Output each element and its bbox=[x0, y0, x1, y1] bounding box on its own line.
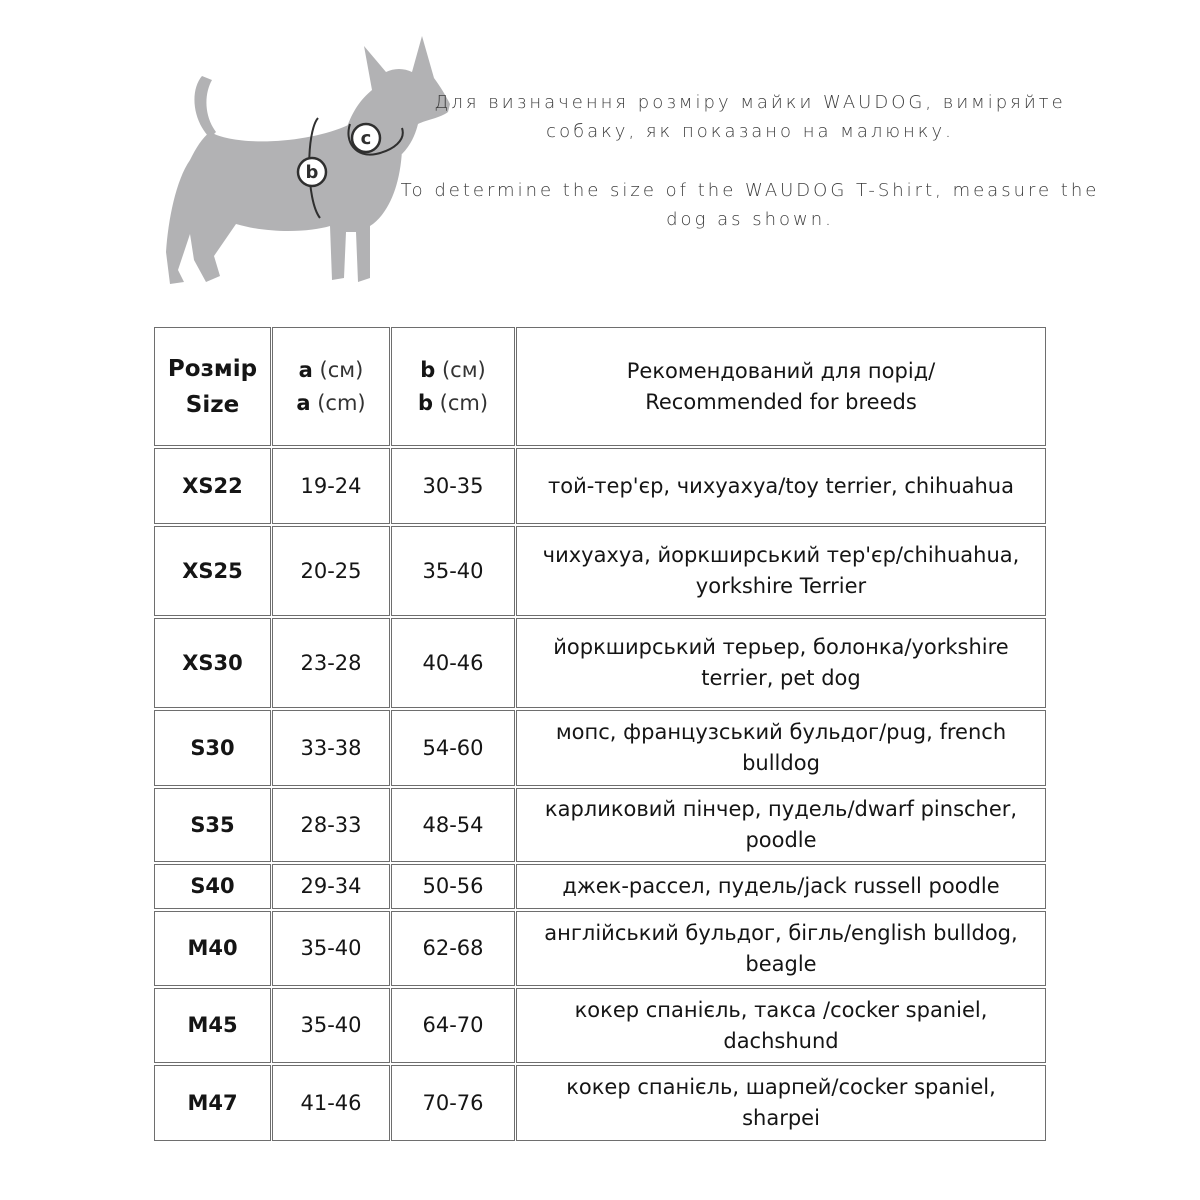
header-a-unit-uk: (см) bbox=[319, 357, 364, 382]
svg-text:c: c bbox=[360, 128, 372, 149]
table-row-breed: той-тер'єр, чихуахуа/toy terrier, chihuahua bbox=[516, 448, 1046, 524]
header-b-unit-uk: (см) bbox=[441, 357, 486, 382]
table-row-breed: чихуахуа, йоркширський тер'єр/chihuahua, yorkshire Terrier bbox=[516, 526, 1046, 616]
intro-text-english: To determine the size of the WAUDOG T-Shirt, measure the dog as shown. bbox=[400, 180, 1100, 230]
table-row-b: 54-60 bbox=[391, 710, 515, 786]
table-row-b: 62-68 bbox=[391, 911, 515, 986]
header-b-unit-en: (cm) bbox=[439, 390, 489, 415]
header-size-uk: Розмір bbox=[167, 355, 258, 382]
header-breeds-en: Recommended for breeds bbox=[645, 389, 917, 414]
table-row-breed: кокер спанієль, шарпей/cocker spaniel, sharpei bbox=[516, 1065, 1046, 1141]
intro-text-ukrainian: Для визначення розміру майки WAUDOG, виміряйте собаку, як показано на малюнку. bbox=[434, 92, 1066, 142]
table-row-size: XS22 bbox=[154, 448, 271, 524]
header-a bbox=[272, 327, 390, 446]
header-b bbox=[391, 327, 515, 446]
table-row-size: M47 bbox=[154, 1065, 271, 1141]
table-row-a: 29-34 bbox=[272, 864, 390, 909]
table-row-a: 28-33 bbox=[272, 788, 390, 862]
table-row-a: 35-40 bbox=[272, 988, 390, 1063]
table-row-a: 20-25 bbox=[272, 526, 390, 616]
table-row-breed: карликовий пінчер, пудель/dwarf pinscher, poodle bbox=[516, 788, 1046, 862]
table-row-breed: мопс, французський бульдог/pug, french bulldog bbox=[516, 710, 1046, 786]
table-row-breed: кокер спанієль, такса /cocker spaniel, dachshund bbox=[516, 988, 1046, 1063]
table-row-a: 23-28 bbox=[272, 618, 390, 708]
table-row-size: S40 bbox=[154, 864, 271, 909]
header-breeds bbox=[516, 327, 1046, 446]
header-size-en: Size bbox=[185, 391, 240, 418]
dog-measurement-illustration bbox=[150, 20, 460, 290]
table-row-a: 35-40 bbox=[272, 911, 390, 986]
table-row-b: 70-76 bbox=[391, 1065, 515, 1141]
svg-text:b: b bbox=[305, 162, 319, 183]
table-row-size: XS30 bbox=[154, 618, 271, 708]
table-row-a: 33-38 bbox=[272, 710, 390, 786]
table-row-size: S35 bbox=[154, 788, 271, 862]
table-row-b: 50-56 bbox=[391, 864, 515, 909]
table-row-b: 64-70 bbox=[391, 988, 515, 1063]
table-row-b: 40-46 bbox=[391, 618, 515, 708]
table-row-breed: джек-рассел, пудель/jack russell poodle bbox=[516, 864, 1046, 909]
header-a-letter-uk: a bbox=[298, 357, 313, 382]
table-row-breed: англійський бульдог, бігль/english bulldog, beagle bbox=[516, 911, 1046, 986]
table-row-b: 30-35 bbox=[391, 448, 515, 524]
table-row-size: XS25 bbox=[154, 526, 271, 616]
label-c-marker bbox=[352, 124, 380, 152]
table-row-breed: йоркширський терьер, болонка/yorkshire terrier, pet dog bbox=[516, 618, 1046, 708]
header-a-letter-en: a bbox=[296, 390, 311, 415]
table-row-size: M40 bbox=[154, 911, 271, 986]
label-b-marker bbox=[298, 158, 326, 186]
table-row-size: M45 bbox=[154, 988, 271, 1063]
header-b-letter-uk: b bbox=[420, 357, 436, 382]
table-row-b: 35-40 bbox=[391, 526, 515, 616]
table-row-a: 19-24 bbox=[272, 448, 390, 524]
header-a-unit-en: (cm) bbox=[317, 390, 366, 415]
header-breeds-uk: Рекомендований для порід/ bbox=[626, 358, 936, 383]
table-row-b: 48-54 bbox=[391, 788, 515, 862]
header-b-letter-en: b bbox=[417, 390, 433, 415]
header-size bbox=[154, 327, 271, 446]
table-row-a: 41-46 bbox=[272, 1065, 390, 1141]
table-row-size: S30 bbox=[154, 710, 271, 786]
